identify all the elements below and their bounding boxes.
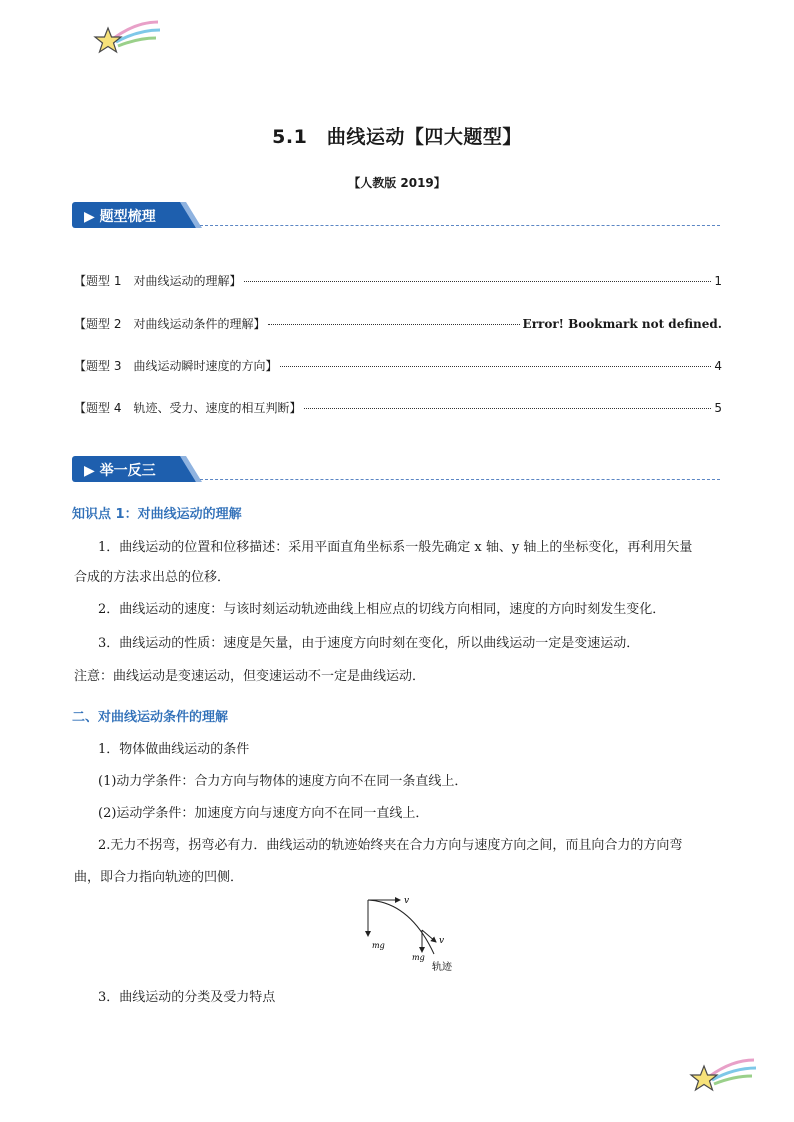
trajectory-label: 轨迹 (432, 962, 452, 973)
toc-label: 【题型 4 轨迹、受力、速度的相互判断】 (74, 401, 302, 415)
note: 注意：曲线运动是变速运动，但变速运动不一定是曲线运动． (74, 669, 426, 684)
paragraph: 3．曲线运动的分类及受力特点 (98, 990, 276, 1005)
toc-page: 1 (714, 274, 722, 288)
gravity-label: mg (372, 941, 385, 950)
paragraph: 1．曲线运动的位置和位移描述：采用平面直角坐标系一般先确定 x 轴、y 轴上的坐标变化，再利用矢量 (98, 540, 693, 555)
section-title: 题型梳理 (99, 209, 156, 225)
gravity-label: mg (412, 953, 425, 962)
knowledge-heading: 二、对曲线运动条件的理解 (72, 710, 229, 725)
paragraph: (1)动力学条件：合力方向与物体的速度方向不在同一条直线上． (98, 774, 468, 789)
page-title: 5.1 曲线运动【四大题型】 (272, 126, 522, 148)
toc-label: 【题型 2 对曲线运动条件的理解】 (74, 317, 266, 331)
toc-entry[interactable] (74, 357, 722, 374)
shooting-star-icon (92, 16, 164, 60)
trajectory-diagram (360, 892, 470, 976)
paragraph: 1．物体做曲线运动的条件 (98, 742, 250, 757)
paragraph: 合成的方法求出总的位移． (74, 570, 231, 585)
section-title: 举一反三 (99, 463, 156, 479)
toc-entry[interactable] (74, 272, 722, 289)
play-icon: ▶ (84, 463, 100, 479)
toc-page: 4 (714, 359, 722, 373)
paragraph: (2)运动学条件：加速度方向与速度方向不在同一直线上． (98, 806, 429, 821)
toc-page: Error! Bookmark not defined. (522, 317, 722, 331)
shooting-star-icon (688, 1054, 760, 1098)
velocity-label: v (404, 896, 410, 906)
section-banner-practice (72, 456, 722, 482)
play-icon: ▶ (84, 209, 100, 225)
section-banner-toc (72, 202, 722, 228)
velocity-label: v (439, 936, 445, 946)
paragraph: 2.无力不拐弯，拐弯必有力．曲线运动的轨迹始终夹在合力方向与速度方向之间，而且向合力的方向弯 (98, 838, 683, 853)
edition-label: 【人教版 2019】 (348, 176, 446, 190)
paragraph: 曲，即合力指向轨迹的凹侧． (74, 870, 244, 885)
toc-entry[interactable] (74, 315, 722, 332)
toc-label: 【题型 1 对曲线运动的理解】 (74, 274, 242, 288)
toc-entry[interactable] (74, 399, 722, 416)
knowledge-heading: 知识点 1：对曲线运动的理解 (72, 507, 242, 522)
toc-label: 【题型 3 曲线运动瞬时速度的方向】 (74, 359, 278, 373)
paragraph: 2．曲线运动的速度：与该时刻运动轨迹曲线上相应点的切线方向相同，速度的方向时刻发生变化． (98, 602, 666, 617)
paragraph: 3．曲线运动的性质：速度是矢量，由于速度方向时刻在变化，所以曲线运动一定是变速运动． (98, 636, 640, 651)
toc-page: 5 (714, 401, 722, 415)
